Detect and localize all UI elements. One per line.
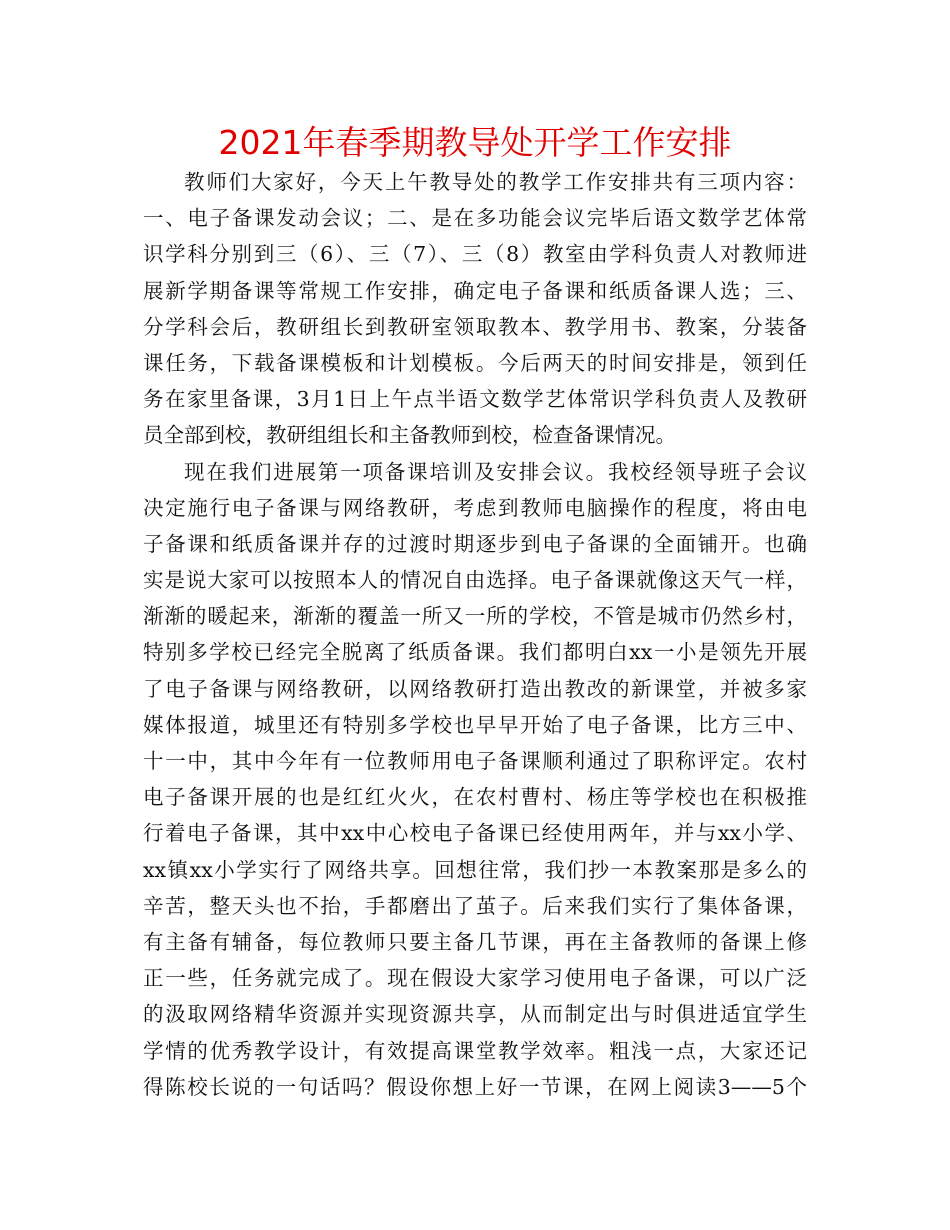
text-line: 正一些，任务就完成了。现在假设大家学习使用电子备课，可以广泛 bbox=[143, 966, 807, 991]
text-line: 辛苦，整天头也不抬，手都磨出了茧子。后来我们实行了集体备课， bbox=[143, 893, 807, 918]
document-body bbox=[143, 164, 807, 1105]
text-line: 现在我们进展第一项备课培训及安排会议。我校经领导班子会议 bbox=[184, 459, 807, 484]
text-line: 分学科会后，教研组长到教研室领取教本、教学用书、教案，分装备 bbox=[143, 314, 807, 339]
text-line: 一、电子备课发动会议；二、是在多功能会议完毕后语文数学艺体常 bbox=[143, 206, 807, 231]
text-line: 得陈校长说的一句话吗？假设你想上好一节课，在网上阅读3——5个 bbox=[143, 1074, 807, 1099]
paragraph-2 bbox=[143, 454, 807, 1105]
text-line: 子备课和纸质备课并存的过渡时期逐步到电子备课的全面铺开。也确 bbox=[143, 531, 807, 556]
paragraph-1 bbox=[143, 164, 807, 454]
text-line: 十一中，其中今年有一位教师用电子备课顺利通过了职称评定。农村 bbox=[143, 749, 807, 773]
text-line: xx镇xx小学实行了网络共享。回想往常，我们抄一本教案那是多么的 bbox=[143, 857, 807, 882]
text-line: 课任务，下载备课模板和计划模板。今后两天的时间安排是，领到任 bbox=[143, 350, 807, 375]
text-line: 教师们大家好，今天上午教导处的教学工作安排共有三项内容： bbox=[184, 170, 807, 194]
text-line: 实是说大家可以按照本人的情况自由选择。电子备课就像这天气一样， bbox=[143, 568, 807, 593]
text-line: 务在家里备课，3月1日上午点半语文数学艺体常识学科负责人及教研 bbox=[143, 387, 807, 412]
text-line: 特别多学校已经完全脱离了纸质备课。我们都明白xx一小是领先开展 bbox=[143, 640, 807, 665]
text-line: 员全部到校，教研组组长和主备教师到校，检查备课情况。 bbox=[143, 423, 676, 448]
text-line: 电子备课开展的也是红红火火，在农村曹村、杨庄等学校也在积极推 bbox=[143, 785, 807, 810]
text-line: 媒体报道，城里还有特别多学校也早早开始了电子备课，比方三中、 bbox=[143, 712, 807, 737]
text-line: 渐渐的暖起来，渐渐的覆盖一所又一所的学校，不管是城市仍然乡村， bbox=[143, 604, 807, 629]
text-line: 有主备有辅备，每位教师只要主备几节课，再在主备教师的备课上修 bbox=[143, 929, 807, 954]
text-line: 行着电子备课，其中xx中心校电子备课已经使用两年，并与xx小学、 bbox=[143, 821, 807, 846]
text-line: 学情的优秀教学设计，有效提高课堂教学效率。粗浅一点，大家还记 bbox=[143, 1038, 807, 1063]
text-line: 了电子备课与网络教研，以网络教研打造出教改的新课堂，并被多家 bbox=[143, 676, 807, 701]
text-line: 识学科分别到三（6）、三（7）、三（8）教室由学科负责人对教师进 bbox=[143, 242, 807, 267]
document-title: 2021年春季期教导处开学工作安排 bbox=[218, 123, 732, 162]
text-line: 决定施行电子备课与网络教研，考虑到教师电脑操作的程度，将由电 bbox=[143, 495, 807, 520]
text-line: 展新学期备课等常规工作安排，确定电子备课和纸质备课人选；三、 bbox=[143, 278, 807, 303]
text-line: 的汲取网络精华资源并实现资源共享，从而制定出与时俱进适宜学生 bbox=[143, 1002, 807, 1027]
